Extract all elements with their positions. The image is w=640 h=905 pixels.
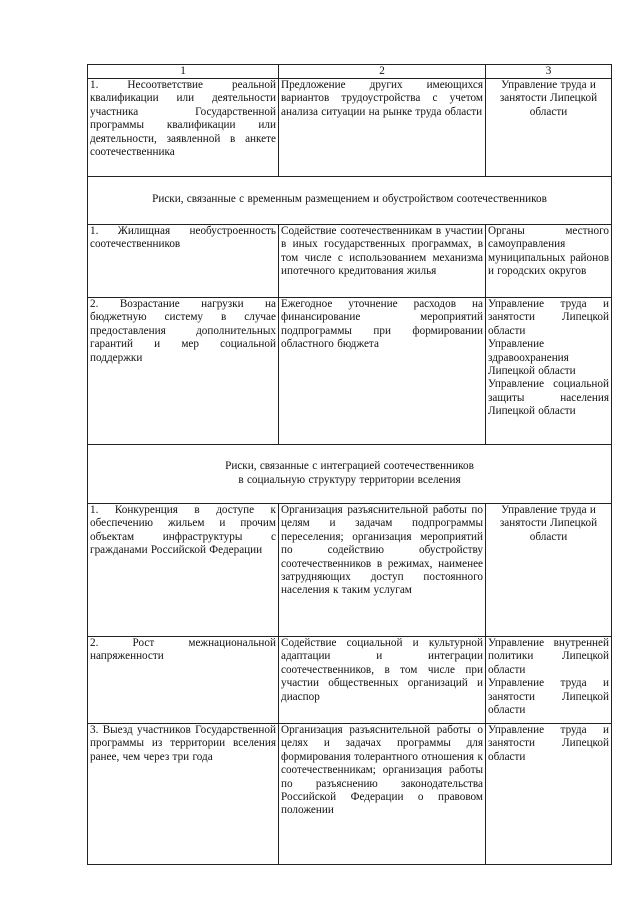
table-row [88,504,612,637]
section-row [88,445,612,504]
table-row [88,637,612,724]
responsible-line: Управление социальной защиты населения Липецкой области [488,378,609,418]
responsible-cell: Органы местного самоуправления муниципальных районов и городских округов [486,225,612,298]
column-number-row [88,65,612,79]
responsible-cell [486,637,612,724]
responsible-cell: Управление труда и занятости Липецкой области [486,79,612,177]
section-row [88,177,612,225]
table-row [88,79,612,177]
section-title-integration [88,445,612,504]
column-number-3: 3 [486,65,612,79]
measure-cell: Предложение других имеющихся вариантов трудоустройства с учетом анализа ситуации на рынке труда области [279,79,486,177]
responsible-cell: Управление труда и занятости Липецкой области [486,504,612,637]
measure-cell: Содействие соотечественникам в участии в иных государственных программах, в том числе с использованием механизма ипотечного кредитования жилья [279,225,486,298]
measure-cell: Содействие социальной и культурной адаптации и интеграции соотечественников, в том числе при участии общественных организаций и диаспор [279,637,486,724]
responsible-line: Управление труда и занятости Липецкой области [488,298,609,337]
section-title-line: в социальную структуру территории вселения [238,473,461,486]
risk-cell: 1. Несоответствие реальной квалификации или деятельности участника Государственной программы квалификации или деятельности, заявленной в анкете соотечественника [88,79,279,177]
measure-cell: Организация разъяснительной работы по целям и задачам подпрограммы переселения; организация мероприятий по содействию обустройству соотечественников в режимах, наименее затрудняющих доступ постоянного населения к таким услугам [279,504,486,637]
table-row [88,225,612,298]
section-title-housing: Риски, связанные с временным размещением и обустройством соотечественников [88,177,612,225]
table-row [88,298,612,445]
column-number-2: 2 [279,65,486,79]
measure-cell: Организация разъяснительной работы о целях и задачах программы для формирования толерантного отношения к соотечественникам; организация работы по разъяснению законодательства Российской Федерации о правовом положении [279,724,486,865]
responsible-line: Управление труда и занятости Липецкой области [488,677,609,717]
responsible-line: Управление здравоохранения Липецкой области [488,338,576,378]
table-row [88,724,612,865]
risk-cell: 1. Конкуренция в доступе к обеспечению жильем и прочим объектам инфраструктуры с гражданами Российской Федерации [88,504,279,637]
risk-table [87,64,612,865]
section-title-line: Риски, связанные с интеграцией соотечественников [225,460,474,473]
column-number-1: 1 [88,65,279,79]
risk-cell: 2. Возрастание нагрузки на бюджетную систему в случае предоставления дополнительных гарантий и мер социальной поддержки [88,298,279,445]
responsible-line: Управление внутренней политики Липецкой области [488,637,609,676]
responsible-cell [486,298,612,445]
risk-cell: 3. Выезд участников Государственной программы из территории вселения ранее, чем через три года [88,724,279,865]
measure-cell: Ежегодное уточнение расходов на финансирование мероприятий подпрограммы при формировании областного бюджета [279,298,486,445]
risk-cell: 2. Рост межнациональной напряженности [88,637,279,724]
responsible-cell: Управление труда и занятости Липецкой области [486,724,612,865]
risk-cell: 1. Жилищная необустроенность соотечественников [88,225,279,298]
